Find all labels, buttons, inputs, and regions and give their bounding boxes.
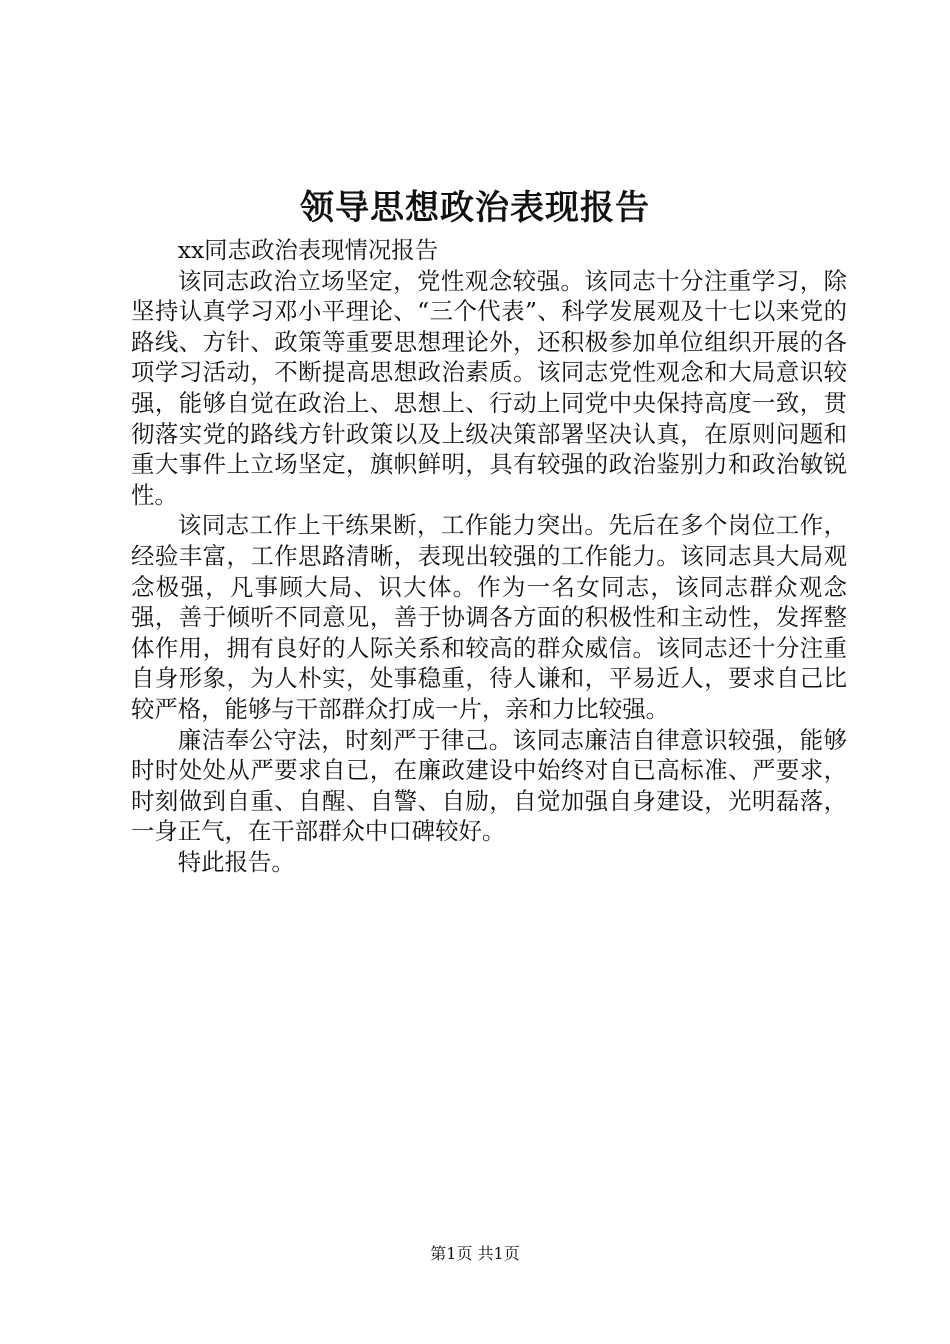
document-title: 领导思想政治表现报告 bbox=[300, 188, 650, 228]
paragraph-work-ability: 该同志工作上干练果断，工作能力突出。先后在多个岗位工作，经验丰富，工作思路清晰，表现出较强的工作能力。该同志具大局观念极强，凡事顾大局、识大体。作为一名女同志，该同志群众观念强，善于倾听不同意见，善于协调各方面的积极性和主动性，发挥整体作用，拥有良好的人际关系和较高的群众威信。该同志还十分注重自身形象，为人朴实，处事稳重，待人谦和，平易近人，要求自己比较严格，能够与干部群众打成一片，亲和力比较强。 bbox=[131, 511, 847, 723]
document-body bbox=[131, 235, 847, 877]
report-subtitle: xx同志政治表现情况报告 bbox=[177, 236, 439, 264]
paragraph-closing: 特此报告。 bbox=[177, 847, 295, 876]
paragraph-integrity: 廉洁奉公守法，时刻严于律己。该同志廉洁自律意识较强，能够时时处处从严要求自已，在廉政建设中始终对自已高标准、严要求，时刻做到自重、自醒、自警、自励，自觉加强自身建设，光明磊落，一身正气，在干部群众中口碑较好。 bbox=[131, 725, 847, 846]
page-footer: 第1页 共1页 bbox=[430, 1244, 520, 1263]
paragraph-political-stance: 该同志政治立场坚定，党性观念较强。该同志十分注重学习，除坚持认真学习邓小平理论、“三个代表”、科学发展观及十七以来党的路线、方针、政策等重要思想理论外，还积极参加单位组织开展的各项学习活动，不断提高思想政治素质。该同志党性观念和大局意识较强，能够自觉在政治上、思想上、行动上同党中央保持高度一致，贯彻落实党的路线方针政策以及上级决策部署坚决认真，在原则问题和重大事件上立场坚定，旗帜鲜明，具有较强的政治鉴别力和政治敏锐性。 bbox=[131, 266, 847, 509]
